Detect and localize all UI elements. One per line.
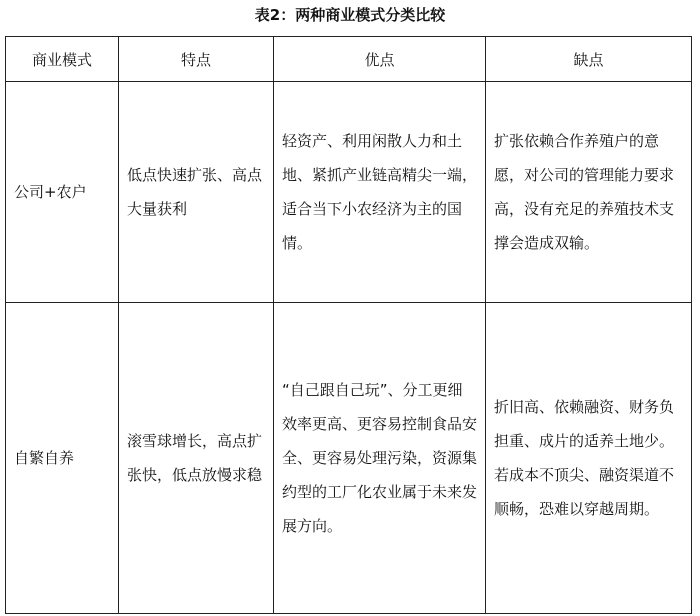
- cell-model: [6, 303, 119, 614]
- comparison-table: [5, 36, 692, 614]
- header-features: 特点: [119, 37, 274, 82]
- disadvantages-text: 折旧高、依赖融资、财务负担重、成片的适养土地少。若成本不顶尖、融资渠道不顺畅，恐难以穿越周期。: [494, 398, 675, 518]
- table-header-row: [6, 37, 692, 82]
- cell-features: [119, 303, 274, 614]
- cell-advantages: [274, 303, 486, 614]
- table-row: [6, 303, 692, 614]
- advantages-text: “自己跟自己玩”、分工更细效率更高、更容易控制食品安全、更容易处理污染，资源集约型的工厂化农业属于未来发展方向。: [282, 381, 478, 535]
- disadvantages-text: 扩张依赖合作养殖户的意愿，对公司的管理能力要求高，没有充足的养殖技术支撑会造成双输。: [494, 132, 675, 252]
- features-text: 低点快速扩张、高点大量获利: [127, 166, 263, 218]
- cell-disadvantages: [486, 82, 692, 303]
- model-text: 公司+农户: [14, 183, 87, 201]
- cell-model: [6, 82, 119, 303]
- header-model: 商业模式: [6, 37, 119, 82]
- table-caption: 表2：两种商业模式分类比较: [254, 6, 446, 24]
- cell-features: [119, 82, 274, 303]
- header-disadvantages: 缺点: [486, 37, 692, 82]
- model-text: 自繁自养: [14, 449, 75, 467]
- table-row: [6, 82, 692, 303]
- advantages-text: 轻资产、利用闲散人力和土地、紧抓产业链高精尖一端，适合当下小农经济为主的国情。: [282, 132, 478, 252]
- cell-advantages: [274, 82, 486, 303]
- header-advantages: 优点: [274, 37, 486, 82]
- cell-disadvantages: [486, 303, 692, 614]
- features-text: 滚雪球增长，高点扩张快，低点放慢求稳: [127, 432, 263, 484]
